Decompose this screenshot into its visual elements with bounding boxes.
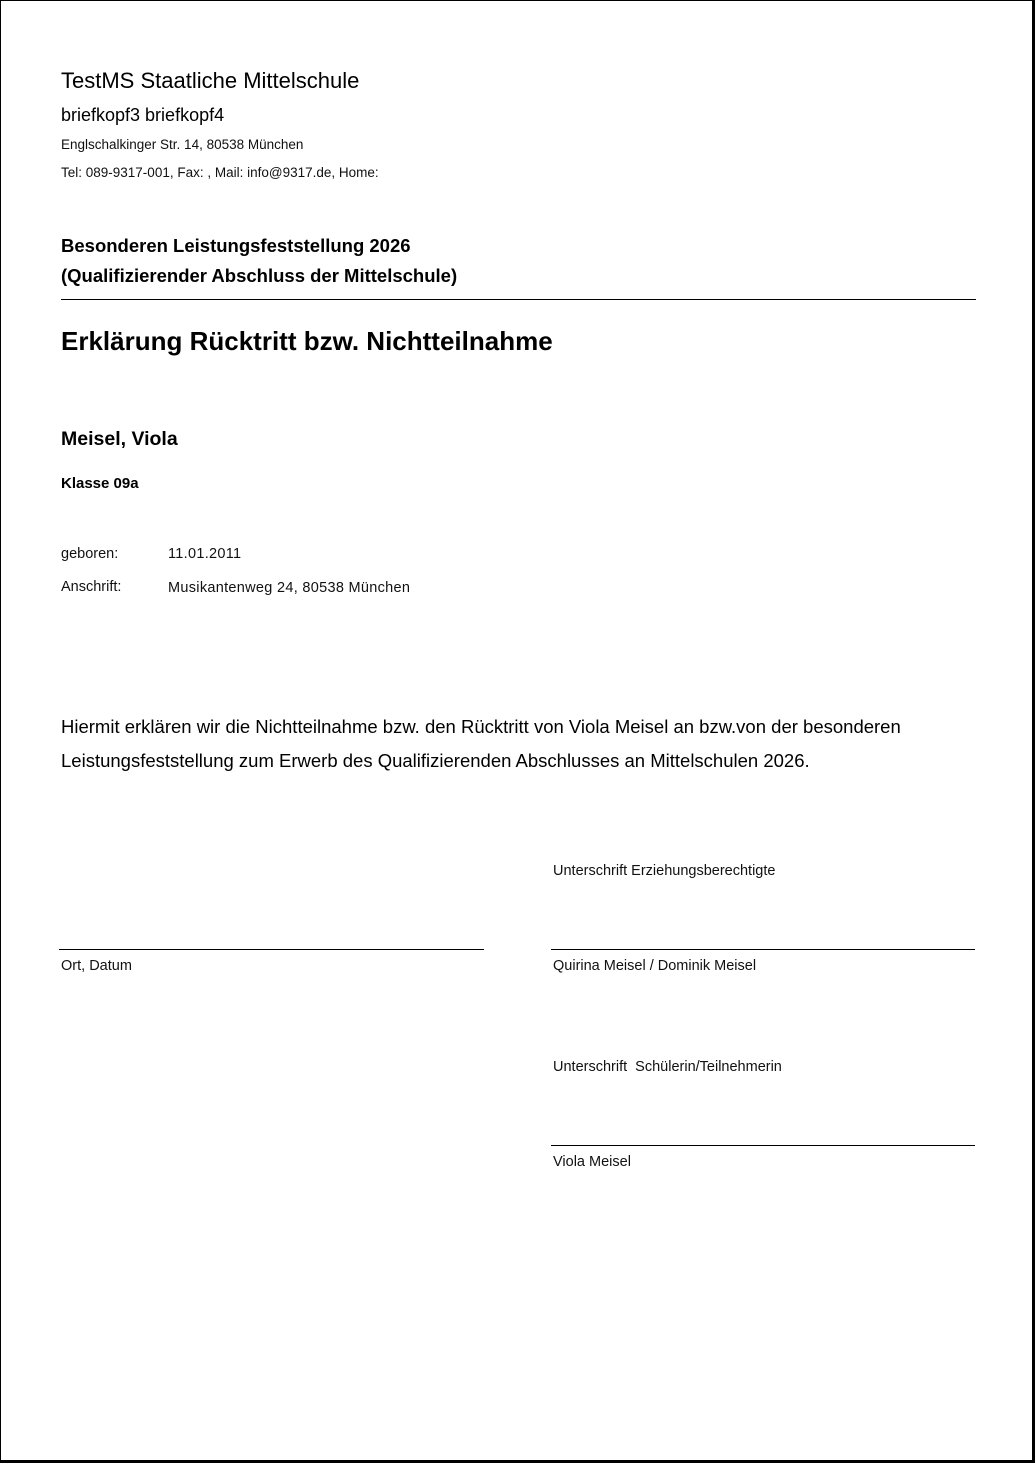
declaration-text: Hiermit erklären wir die Nichtteilnahme bzw. den Rücktritt von Viola Meisel an bzw.von der besonderen Leistungsfeststellung zum Erwerb des Qualifizierenden Abschlusses an Mittelschulen 2026. bbox=[61, 716, 901, 771]
parent-signature-label: Unterschrift Erziehungsberechtigte bbox=[553, 863, 776, 879]
student-signature-name: Viola Meisel bbox=[553, 1154, 631, 1170]
born-value: 11.01.2011 bbox=[168, 546, 242, 562]
exam-title-line2: (Qualifizierender Abschluss der Mittelschule) bbox=[61, 265, 458, 286]
address-label: Anschrift: bbox=[61, 579, 122, 595]
exam-title-line1: Besonderen Leistungsfeststellung 2026 bbox=[61, 235, 411, 256]
born-label: geboren: bbox=[61, 546, 119, 562]
document-title: Erklärung Rücktritt bzw. Nichtteilnahme bbox=[61, 326, 553, 356]
place-date-line bbox=[59, 949, 484, 950]
school-name: TestMS Staatliche Mittelschule bbox=[61, 68, 360, 93]
student-name: Meisel, Viola bbox=[61, 428, 178, 450]
student-signature-line bbox=[551, 1145, 975, 1146]
letterhead-line: briefkopf3 briefkopf4 bbox=[61, 105, 225, 125]
school-contact: Tel: 089-9317-001, Fax: , Mail: info@9317.de, Home: bbox=[61, 165, 379, 180]
student-class: Klasse 09a bbox=[61, 475, 139, 492]
parent-names: Quirina Meisel / Dominik Meisel bbox=[553, 958, 757, 974]
parent-signature-line bbox=[551, 949, 975, 950]
student-signature-label: Unterschrift Schülerin/Teilnehmerin bbox=[553, 1059, 782, 1075]
school-address: Englschalkinger Str. 14, 80538 München bbox=[61, 137, 304, 152]
place-date-label: Ort, Datum bbox=[61, 958, 132, 974]
header-divider bbox=[61, 299, 976, 300]
address-value: Musikantenweg 24, 80538 München bbox=[168, 580, 411, 596]
